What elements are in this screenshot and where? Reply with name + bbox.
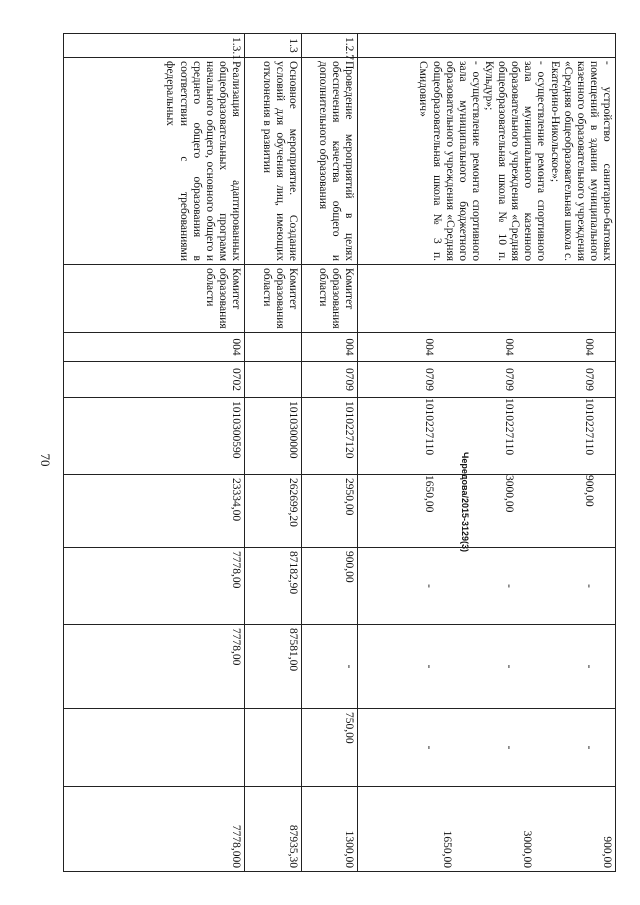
y2017-value (64, 709, 245, 787)
y2017-value: - (423, 745, 435, 750)
y2015-cell (358, 548, 616, 625)
rzpr-value: 0709 (583, 368, 595, 391)
grbs-value: 004 (503, 338, 515, 356)
row-description: Проведение мероприятий в целях обеспечения качества общего и дополнительного образования (302, 58, 358, 265)
page-number: 70 (38, 453, 53, 467)
y2015-value: - (503, 584, 515, 588)
total-value: 1650,00 (423, 475, 435, 513)
y2018-value: 3000,00 (521, 830, 533, 868)
y2018-value: 900,00 (601, 836, 613, 868)
rzpr-cell (358, 362, 616, 398)
csr-value: 1010227110 (423, 398, 435, 456)
row-id: 1.2.7 (302, 34, 358, 58)
row-id: 1.3 (245, 34, 302, 58)
total-value: 900,00 (583, 475, 595, 507)
rzpr-value: 0709 (302, 362, 358, 398)
rotated-table-container (64, 33, 616, 871)
y2016-value: - (503, 664, 515, 669)
rzpr-value (245, 362, 302, 398)
grbs-value (245, 333, 302, 362)
y2018-value: 87935,30 (245, 787, 302, 872)
grbs-value: 004 (423, 338, 435, 356)
row-description: Реализация адаптированных общеобразовательных программ начального общего, основного общего и среднего общего образования в соответствии с требованиями федеральных (64, 58, 245, 265)
csr-value: 1010300590 (64, 398, 245, 475)
y2018-value: 1650,00 (441, 830, 453, 868)
row-description: Основное мероприятие. Создание условий для обучения лиц, имеющих отклонения в развитии (245, 58, 302, 265)
csr-value: 1010300000 (245, 398, 302, 475)
row-executor: Комитет образования области (245, 265, 302, 333)
y2015-value: - (583, 584, 595, 588)
table-row (245, 34, 302, 872)
table-row (302, 34, 358, 872)
total-value: 2950,00 (302, 475, 358, 548)
description-item: - осуществление ремонта спортивного зала муниципального казенного образовательного учреждения «Средняя общеобразовательная школа № 10 п. Кульдур»; (483, 61, 548, 261)
description-item: - осуществление ремонта спортивного зала муниципального бюджетного образовательного учреждения «Средняя общеобразовательная школа № 3 п. Смидович» (417, 61, 482, 261)
row-id: 1.3.1 (64, 34, 245, 58)
y2017-value: - (503, 745, 515, 750)
rzpr-value: 0709 (423, 368, 435, 391)
y2018-cell (358, 787, 616, 872)
y2016-value: - (423, 664, 435, 669)
row-executor: Комитет образования области (64, 265, 245, 333)
y2015-value: 900,00 (302, 548, 358, 625)
y2017-value: 750,00 (302, 709, 358, 787)
total-value: 3000,00 (503, 475, 515, 513)
budget-table (63, 33, 616, 872)
y2015-value: 87182,90 (245, 548, 302, 625)
grbs-value: 004 (64, 333, 245, 362)
row-description (358, 58, 616, 265)
y2017-cell (358, 709, 616, 787)
rzpr-value: 0709 (503, 368, 515, 391)
csr-value: 1010227110 (583, 398, 595, 456)
row-executor (358, 265, 616, 333)
y2016-value: 7778,00 (64, 625, 245, 709)
y2015-value: 7778,00 (64, 548, 245, 625)
csr-cell (358, 398, 616, 475)
y2016-value: - (302, 625, 358, 709)
table-row (64, 34, 245, 872)
total-cell (358, 475, 616, 548)
grbs-value: 004 (583, 338, 595, 356)
y2018-value: 1300,00 (302, 787, 358, 872)
csr-value: 1010227110 (503, 398, 515, 456)
y2016-value: - (583, 664, 595, 669)
y2018-value: 7778,000 (64, 787, 245, 872)
table-row (358, 34, 616, 872)
total-value: 23334,00 (64, 475, 245, 548)
document-registration-code: Чередова/2015-3129(3) (460, 452, 470, 553)
csr-value: 1010227120 (302, 398, 358, 475)
grbs-value: 004 (302, 333, 358, 362)
y2017-value (245, 709, 302, 787)
description-item: - устройство санитарно-бытовых помещений в здании муниципального казенного образовательного учреждения «Средняя общеобразовательная школа с. Екатерино-Никольское»; (548, 61, 613, 261)
y2017-value: - (583, 745, 595, 750)
y2016-cell (358, 625, 616, 709)
row-id (358, 34, 616, 58)
y2016-value: 87581,00 (245, 625, 302, 709)
grbs-cell (358, 333, 616, 362)
y2015-value: - (423, 584, 435, 588)
row-executor: Комитет образования области (302, 265, 358, 333)
total-value: 262699,20 (245, 475, 302, 548)
rzpr-value: 0702 (64, 362, 245, 398)
